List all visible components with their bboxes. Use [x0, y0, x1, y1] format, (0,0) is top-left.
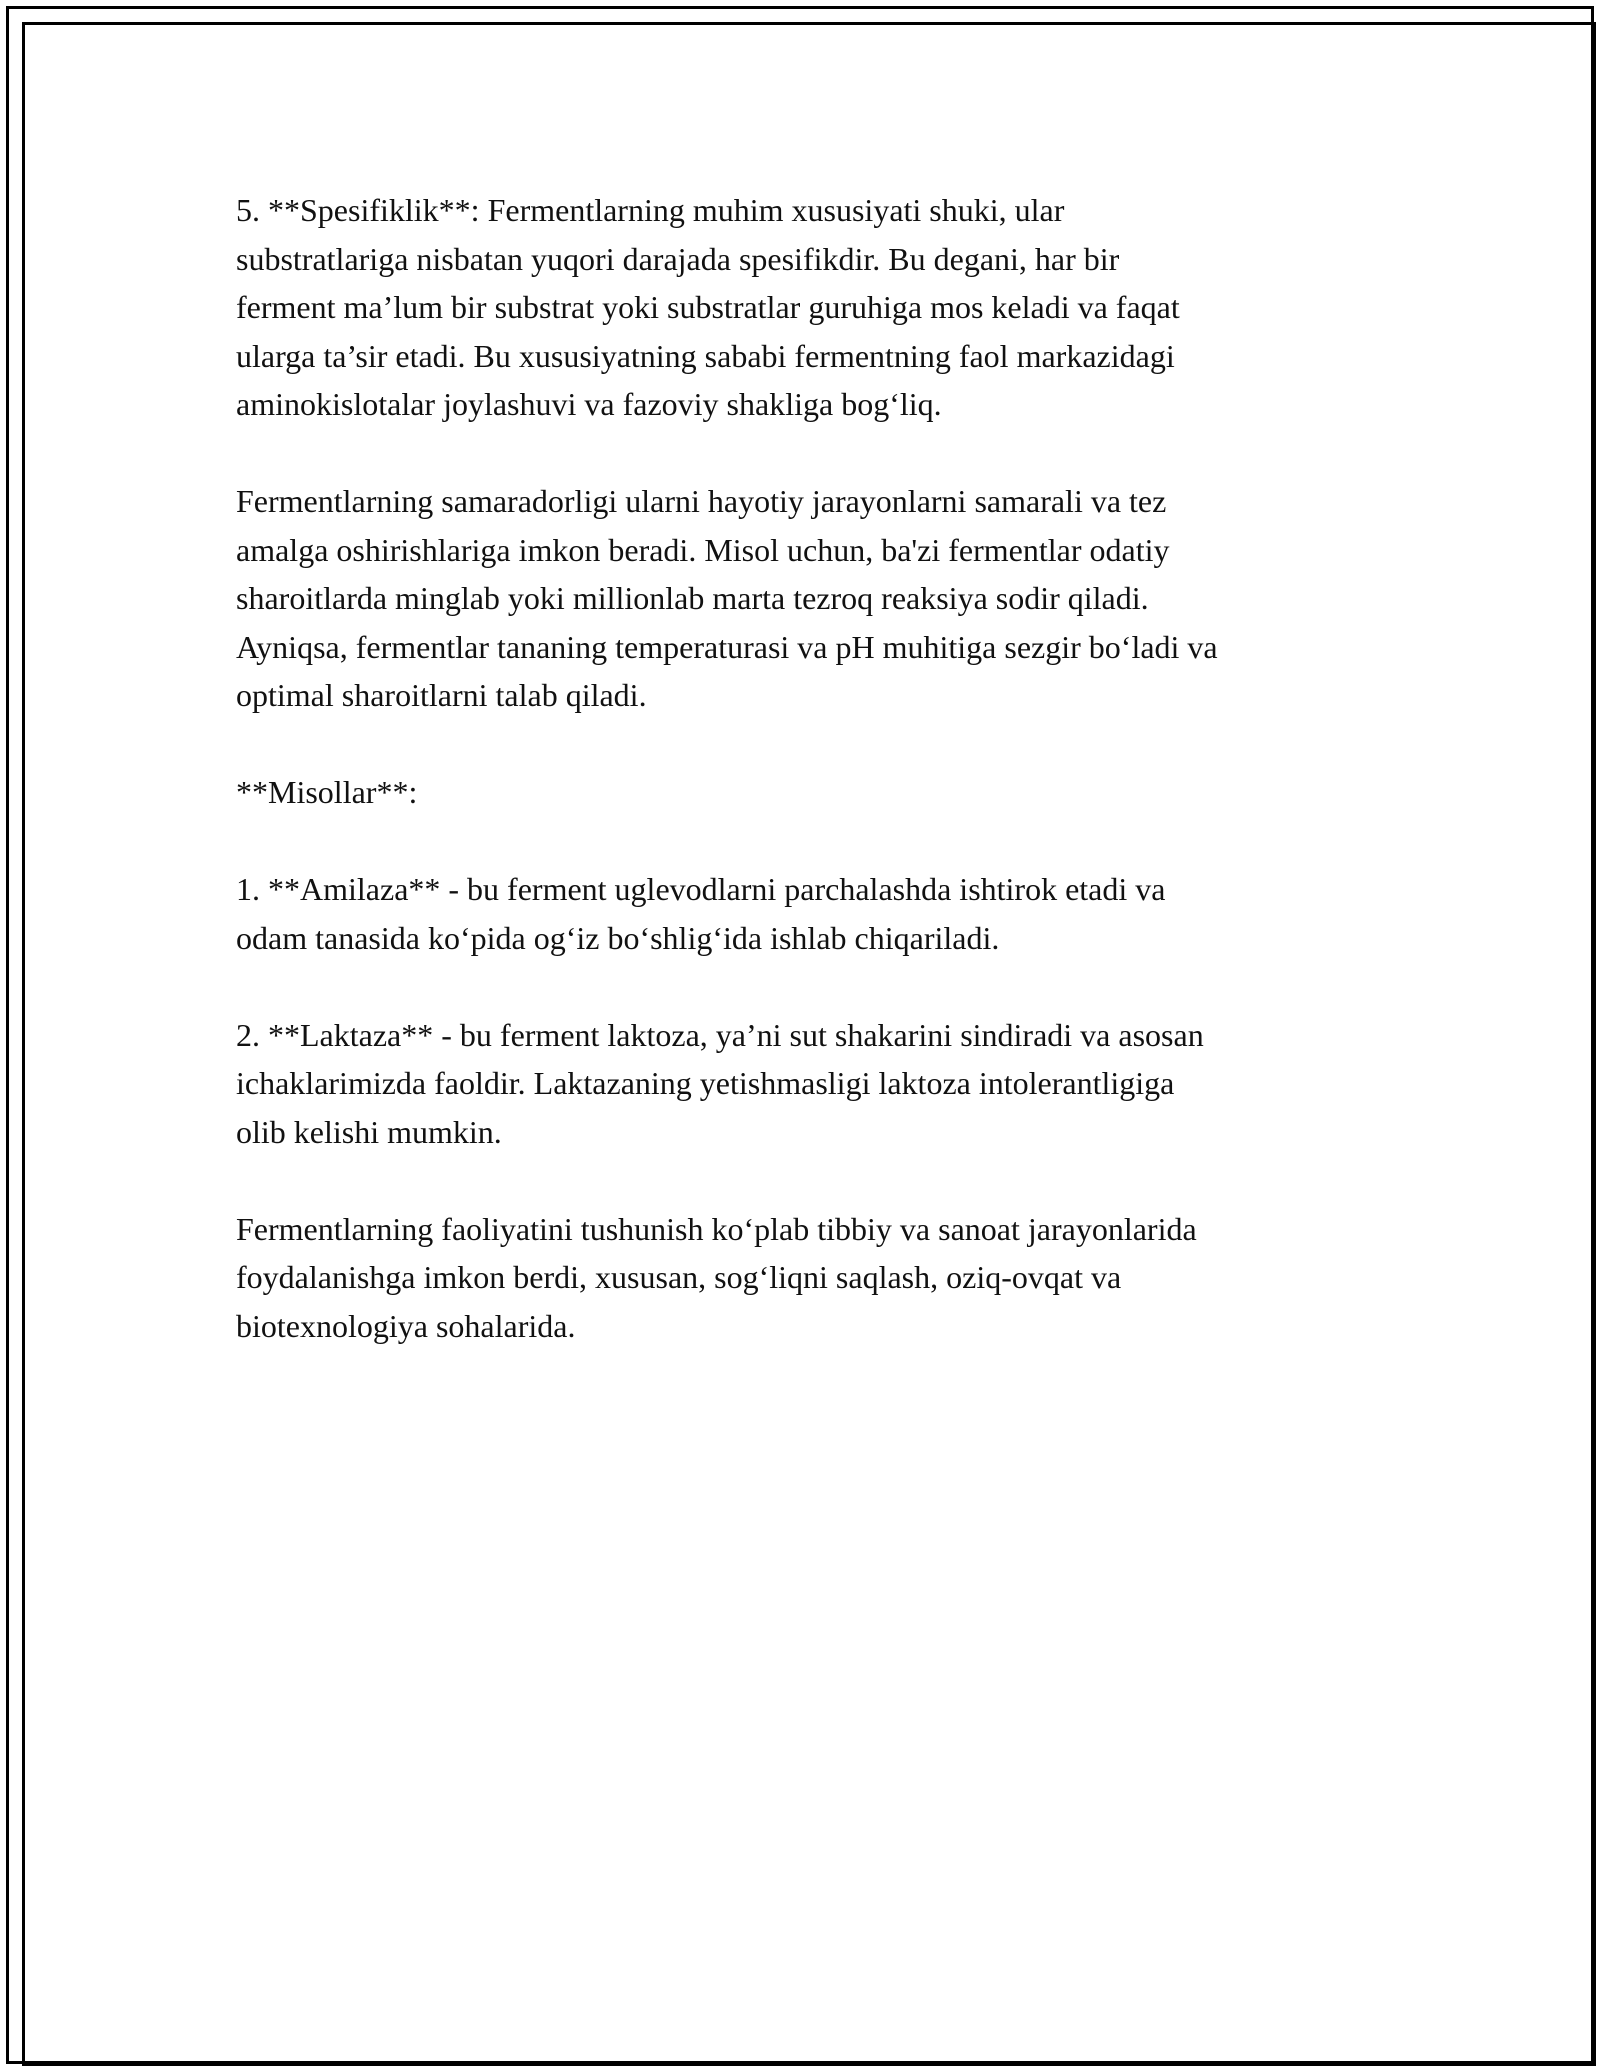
text-line: Ayniqsa, fermentlar tananing temperaturasi va pH muhitiga sezgir bo‘ladi va	[236, 628, 1218, 665]
text-line: Fermentlarning faoliyatini tushunish ko‘plab tibbiy va sanoat jarayonlarida	[236, 1210, 1197, 1247]
text-line: 5. **Spesifiklik**: Fermentlarning muhim xususiyati shuki, ular	[236, 192, 1065, 228]
text-line: **Misollar**:	[236, 774, 418, 810]
text-line: optimal sharoitlarni talab qiladi.	[236, 677, 647, 713]
text-line: foydalanishga imkon berdi, xususan, sog‘liqni saqlash, oziq-ovqat va	[236, 1259, 1122, 1295]
text-line: Fermentlarning samaradorligi ularni hayotiy jarayonlarni samarali va tez	[236, 483, 1167, 519]
text-line: ferment ma’lum bir substrat yoki substratlar guruhiga mos keladi va faqat	[236, 289, 1180, 325]
text-line: sharoitlarda minglab yoki millionlab marta tezroq reaksiya sodir qiladi.	[236, 580, 1149, 616]
paragraph-specificity	[236, 186, 1396, 429]
text-line: amalga oshirishlariga imkon beradi. Misol uchun, ba'zi fermentlar odatiy	[236, 531, 1170, 568]
list-item-amylase	[236, 865, 1396, 962]
text-line: ichaklarimizda faoldir. Laktazaning yetishmasligi laktoza intolerantligiga	[236, 1065, 1175, 1101]
text-line: ularga ta’sir etadi. Bu xususiyatning sababi fermentning faol markazidagi	[236, 337, 1175, 374]
text-line: substratlariga nisbatan yuqori darajada spesifikdir. Bu degani, har bir	[236, 240, 1120, 277]
text-line: biotexnologiya sohalarida.	[236, 1307, 576, 1344]
paragraph-efficiency	[236, 477, 1396, 720]
text-line: olib kelishi mumkin.	[236, 1113, 502, 1150]
paragraph-conclusion	[236, 1205, 1396, 1351]
list-item-lactase	[236, 1011, 1396, 1157]
text-line: aminokislotalar joylashuvi va fazoviy shakliga bog‘liq.	[236, 386, 942, 422]
examples-heading	[236, 768, 1396, 817]
text-line: odam tanasida ko‘pida og‘iz bo‘shlig‘ida ishlab chiqariladi.	[236, 919, 1000, 956]
text-line: 1. **Amilaza** - bu ferment uglevodlarni parchalashda ishtirok etadi va	[236, 871, 1166, 907]
document-body	[236, 186, 1396, 1350]
text-line: 2. **Laktaza** - bu ferment laktoza, ya’ni sut shakarini sindiradi va asosan	[236, 1016, 1204, 1053]
